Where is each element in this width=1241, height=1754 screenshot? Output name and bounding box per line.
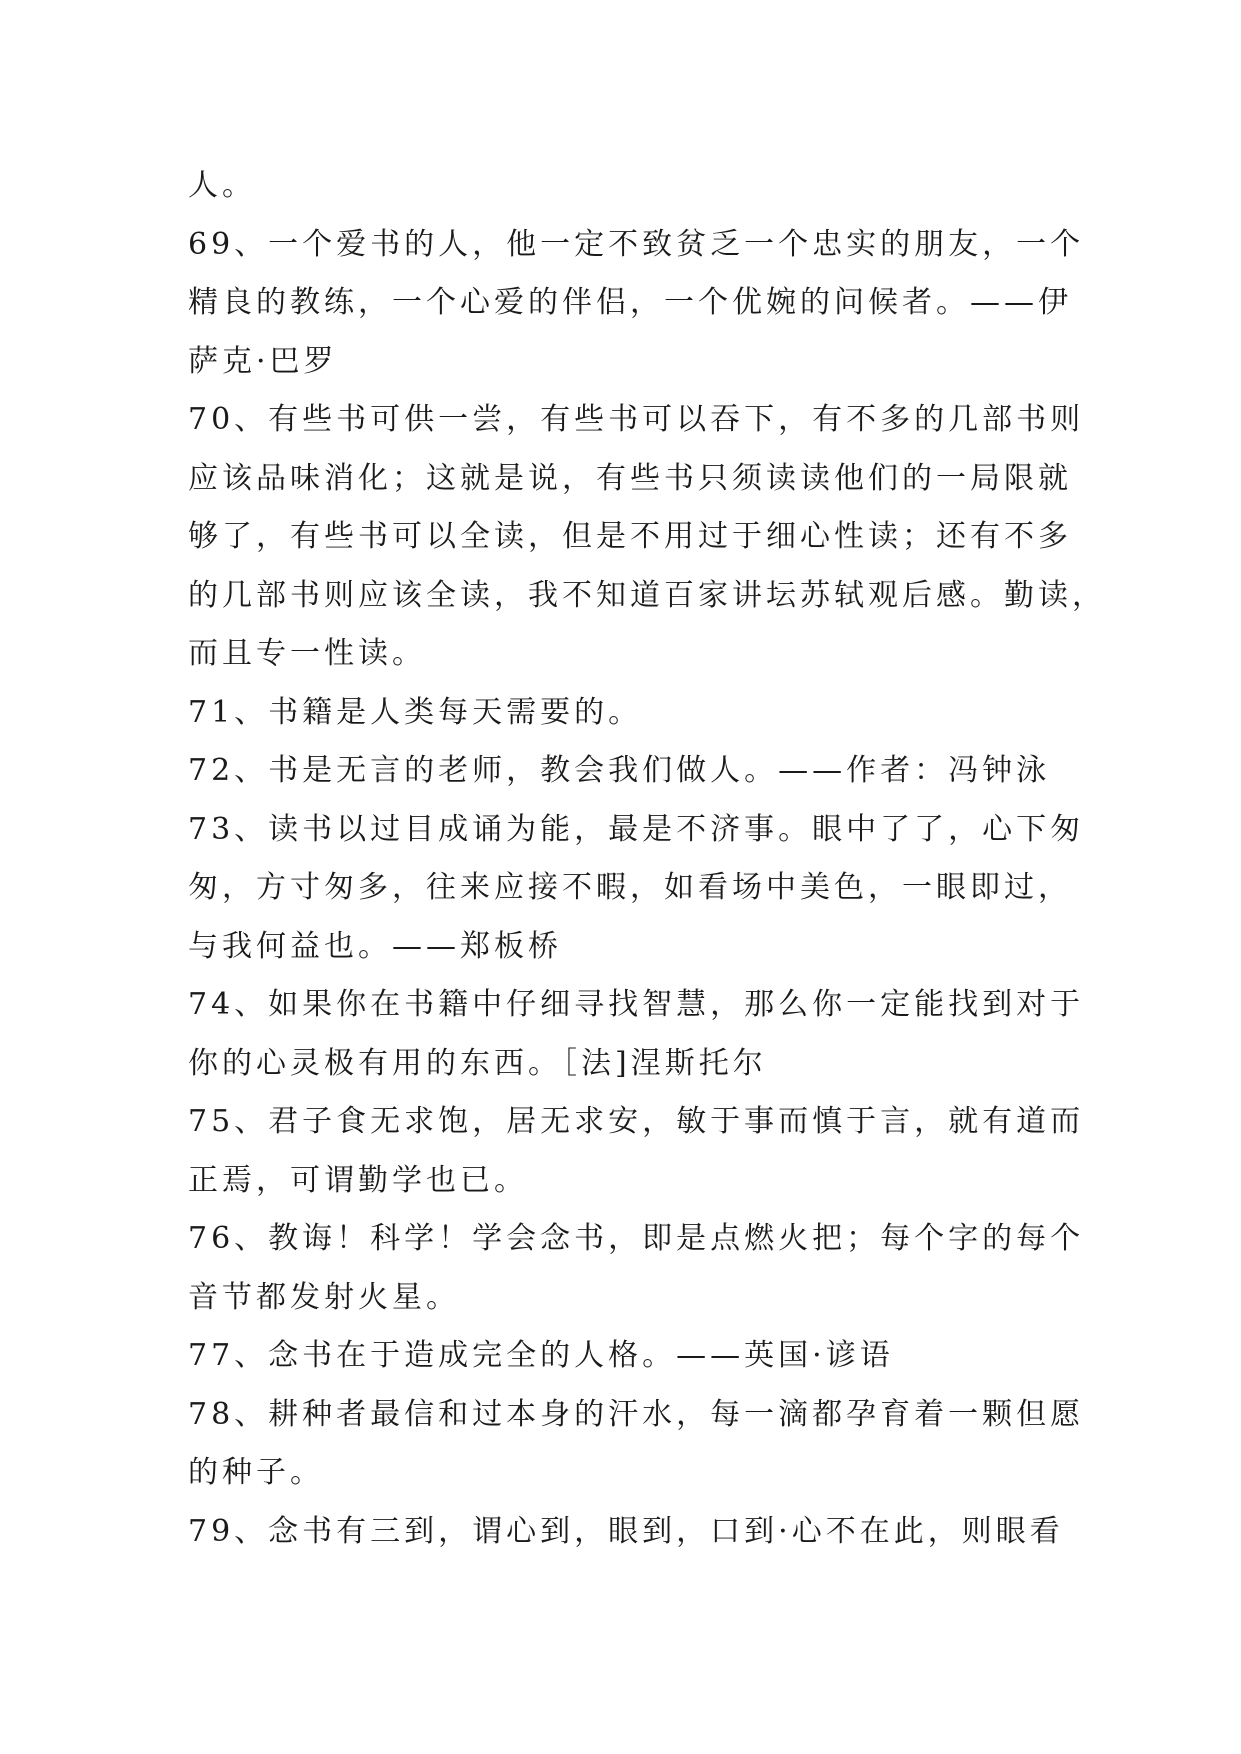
text-line: 72、书是无言的老师，教会我们做人。——作者：冯钟泳 [188,753,1051,788]
text-line: 而且专一性读。 [188,636,426,671]
text-line: 与我何益也。——郑板桥 [188,928,562,964]
text-line: 71、书籍是人类每天需要的。 [188,694,643,730]
text-line: 74、如果你在书籍中仔细寻找智慧，那么你一定能找到对于 [188,987,1085,1022]
text-line: 够了，有些书可以全读，但是不用过于细心性读；还有不多 [188,519,1072,554]
text-line: 应该品味消化；这就是说，有些书只须读读他们的一局限就 [188,460,1072,496]
text-line: 77、念书在于造成完全的人格。——英国·谚语 [188,1338,894,1373]
text-line: 75、君子食无求饱，居无求安，敏于事而慎于言，就有道而 [188,1104,1085,1139]
text-line: 79、念书有三到，谓心到，眼到，口到·心不在此，则眼看 [188,1513,1064,1549]
text-line: 的种子。 [188,1455,324,1490]
text-line: 76、教诲！科学！学会念书，即是点燃火把；每个字的每个 [188,1221,1085,1256]
text-line: 匆，方寸匆多，往来应接不暇，如看场中美色，一眼即过， [188,870,1072,905]
text-line: 73、读书以过目成诵为能，最是不济事。眼中了了，心下匆 [188,811,1085,847]
text-line: 正焉，可谓勤学也已。 [188,1162,528,1198]
text-line: 精良的教练，一个心爱的伴侣，一个优婉的问候者。——伊 [188,285,1072,320]
text-line: 人。 [188,168,256,203]
text-line: 萨克·巴罗 [188,343,338,379]
text-line: 的几部书则应该全读，我不知道百家讲坛苏轼观后感。勤读， [188,577,1106,613]
text-line: 69、一个爱书的人，他一定不致贫乏一个忠实的朋友，一个 [188,226,1085,262]
text-line: 78、耕种者最信和过本身的汗水，每一滴都孕育着一颗但愿 [188,1396,1085,1432]
document-body [188,157,1106,1561]
text-line: 音节都发射火星。 [188,1279,460,1315]
text-line: 70、有些书可供一尝，有些书可以吞下，有不多的几部书则 [188,402,1085,437]
text-line: 你的心灵极有用的东西。［法]涅斯托尔 [188,1045,767,1081]
